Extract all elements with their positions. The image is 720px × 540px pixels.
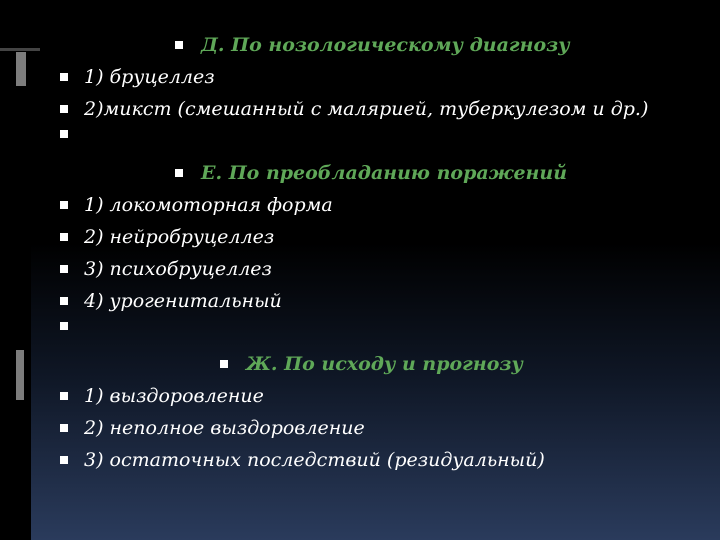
list-item [60, 290, 282, 312]
list-item-text: 3) остаточных последствий (резидуальный) [84, 449, 545, 471]
list-item [60, 226, 274, 248]
list-item-text: 4) урогенитальный [84, 290, 282, 312]
heading-text: Ж. По исходу и прогнозу [246, 353, 523, 375]
list-item-text: 2) нейробруцеллез [84, 226, 275, 248]
decor-bar-top [0, 48, 40, 51]
list-item-empty [60, 130, 84, 138]
bullet-icon [60, 201, 68, 209]
list-item [60, 417, 365, 439]
list-item-text: 3) психобруцеллез [84, 258, 272, 280]
list-item [60, 258, 272, 280]
bullet-icon [60, 424, 68, 432]
bullet-icon [60, 322, 68, 330]
bullet-icon [60, 130, 68, 138]
list-item-text: 1) локомоторная форма [84, 194, 333, 216]
heading-text: Д. По нозологическому диагнозу [201, 34, 570, 56]
bullet-icon [60, 456, 68, 464]
list-item [60, 194, 333, 216]
bullet-icon [175, 169, 183, 177]
section-heading-lesions [175, 162, 567, 184]
list-item-text: 2) неполное выздоровление [84, 417, 365, 439]
bullet-icon [60, 105, 68, 113]
list-item [60, 385, 264, 407]
list-item [60, 98, 648, 120]
section-heading-outcome [220, 353, 523, 375]
heading-text: Е. По преобладанию поражений [201, 162, 568, 184]
list-item [60, 66, 215, 88]
list-item-text: 2)микст (смешанный с малярией, туберкулезом и др.) [84, 98, 649, 120]
bullet-icon [220, 360, 228, 368]
section-heading-nosology [175, 34, 570, 56]
bullet-icon [60, 265, 68, 273]
decor-block-bottom [16, 350, 24, 400]
bullet-icon [60, 233, 68, 241]
bullet-icon [60, 73, 68, 81]
list-item-text: 1) бруцеллез [84, 66, 215, 88]
bullet-icon [175, 41, 183, 49]
list-item [60, 449, 545, 471]
bullet-icon [60, 392, 68, 400]
decor-block-top [16, 52, 26, 86]
list-item-text: 1) выздоровление [84, 385, 264, 407]
bullet-icon [60, 297, 68, 305]
list-item-empty [60, 322, 84, 330]
